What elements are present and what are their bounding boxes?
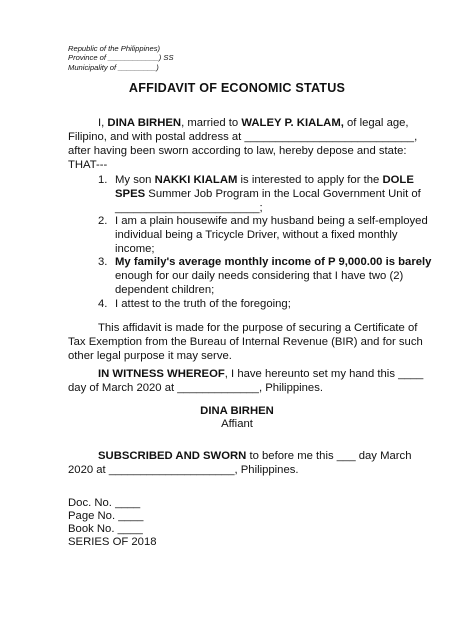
intro-pre: I, <box>98 117 108 129</box>
intro-line-1 <box>98 117 409 131</box>
purpose-line-2: Tax Exemption from the Bureau of Internal Revenue (BIR) and for such <box>68 336 423 348</box>
item-2-line-1: I am a plain housewife and my husband being a self-employed <box>115 215 428 227</box>
series-year: SERIES OF 2018 <box>68 536 157 548</box>
doc-no: Doc. No. ____ <box>68 497 141 509</box>
jurat-line-2: 2020 at ____________________, Philippines. <box>68 464 299 476</box>
item-2-line-2: individual being a Tricycle Driver, without a fixed monthly <box>115 229 398 241</box>
venue-republic: Republic of the Philippines) <box>68 44 161 53</box>
venue-block <box>68 44 174 72</box>
spouse-name: WALEY P. KIALAM, <box>241 117 344 129</box>
witness-heading: IN WITNESS WHEREOF <box>98 368 225 380</box>
page-no: Page No. ____ <box>68 510 144 522</box>
affiant-label: Affiant <box>221 418 253 430</box>
venue-province: Province of ____________) SS <box>68 53 174 63</box>
jurat-text: to before me this ___ day March <box>246 450 412 462</box>
item-2-number: 2. <box>98 215 108 227</box>
item-1-line-3: _______________________; <box>115 202 263 214</box>
item-1-mid: is interested to apply for the <box>237 174 383 186</box>
intro-line-3: after having been sworn according to law, hereby depose and state: <box>68 145 407 157</box>
purpose-line-3: other legal purpose it may serve. <box>68 350 232 362</box>
witness-text: , I have hereunto set my hand this ____ <box>224 368 424 380</box>
jurat-line-1 <box>98 450 411 464</box>
item-3-line-3: dependent children; <box>115 284 215 296</box>
venue-municipality: Municipality of _________) <box>68 62 159 72</box>
item-1-line-2-text: Summer Job Program in the Local Government Unit of <box>145 188 421 200</box>
program-dole: DOLE <box>382 174 414 186</box>
intro-line-4: THAT--- <box>68 159 108 171</box>
affiant-signature-name: DINA BIRHEN <box>200 405 274 417</box>
item-1-line-2 <box>115 188 421 202</box>
witness-line-2: day of March 2020 at _____________, Philippines. <box>68 382 323 394</box>
affiant-name-inline: DINA BIRHEN <box>107 117 182 129</box>
item-3-number: 3. <box>98 256 108 268</box>
intro-line-2: Filipino, and with postal address at ___________________________, <box>68 131 418 143</box>
item-4-line-1: I attest to the truth of the foregoing; <box>115 298 291 310</box>
witness-line-1 <box>98 368 423 382</box>
item-3-line-1: My family's average monthly income of P 9,000.00 is barely <box>115 256 432 268</box>
son-name: NAKKI KIALAM <box>154 174 238 186</box>
item-4-number: 4. <box>98 298 108 310</box>
intro-post: of legal age, <box>343 117 409 129</box>
item-1-number: 1. <box>98 174 108 186</box>
item-1-line-1 <box>115 174 414 188</box>
purpose-line-1: This affidavit is made for the purpose of securing a Certificate of <box>98 322 418 334</box>
item-2-line-3: income; <box>115 243 155 255</box>
item-3-line-2: enough for our daily needs considering that I have two (2) <box>115 270 404 282</box>
program-spes: SPES <box>115 188 146 200</box>
intro-mid: , married to <box>181 117 242 129</box>
jurat-heading: SUBSCRIBED AND SWORN <box>98 450 247 462</box>
book-no: Book No. ____ <box>68 523 143 535</box>
document-title: AFFIDAVIT OF ECONOMIC STATUS <box>128 81 346 95</box>
item-1-pre: My son <box>115 174 155 186</box>
